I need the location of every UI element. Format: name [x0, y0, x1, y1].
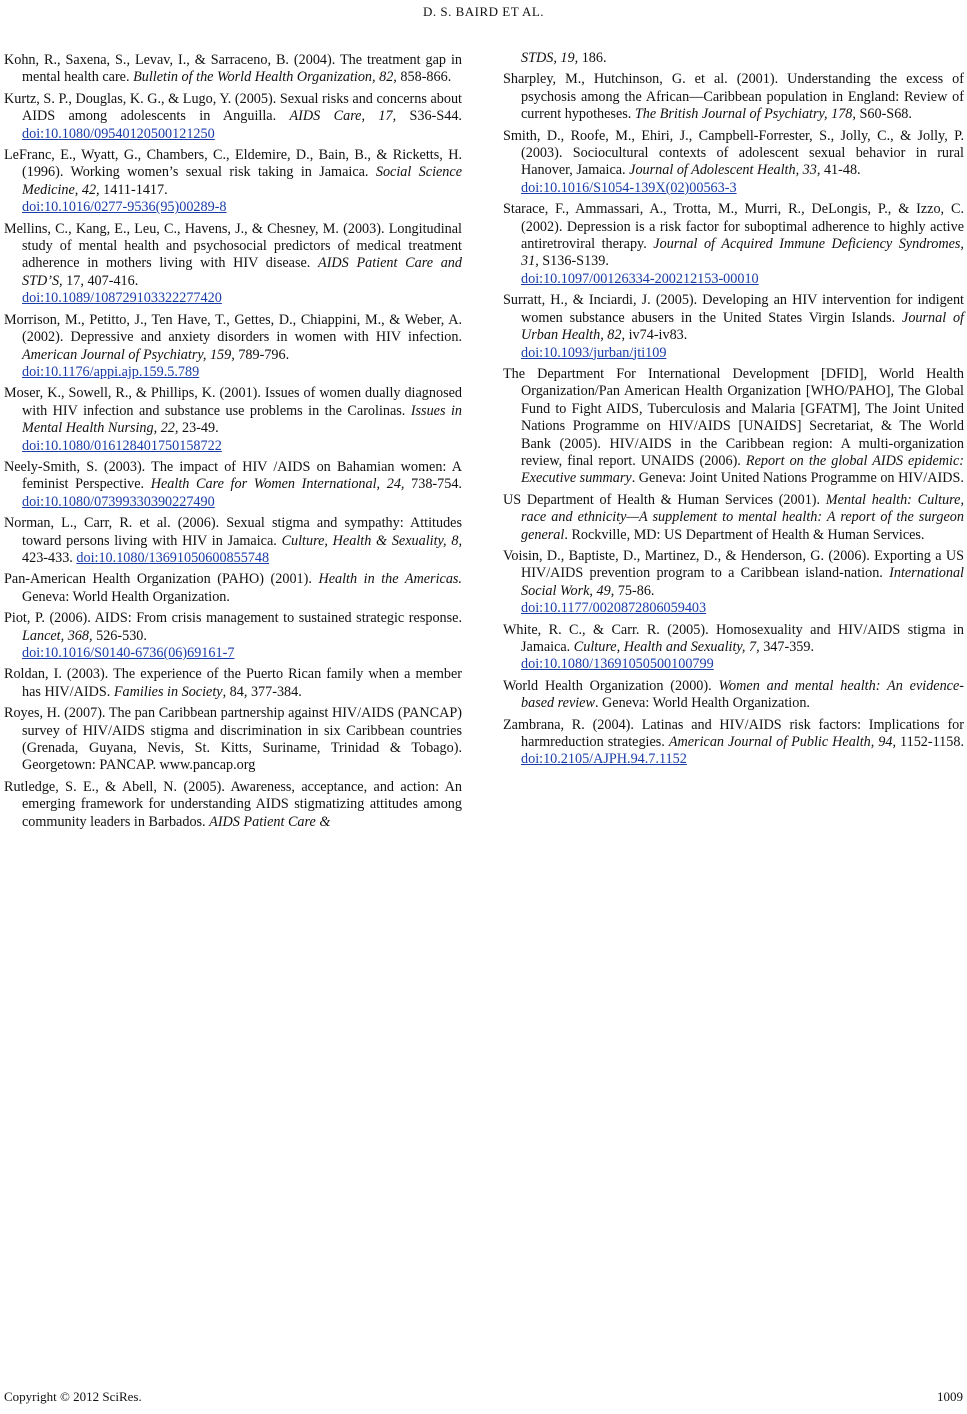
- doi-link[interactable]: doi:10.2105/AJPH.94.7.1152: [521, 751, 687, 768]
- reference-entry: [4, 705, 462, 775]
- reference-journal: AIDS Patient Care and STD’S,: [22, 255, 462, 289]
- reference-journal: International Social Work, 49,: [521, 565, 964, 599]
- reference-tail: S136-S139.: [538, 253, 609, 270]
- reference-tail: 789-796.: [234, 346, 290, 363]
- doi-link[interactable]: doi:10.1016/S1054-139X(02)00563-3: [521, 179, 737, 196]
- reference-journal: Issues in Mental Health Nursing, 22,: [22, 402, 462, 437]
- reference-entry: [503, 366, 964, 488]
- doi-link[interactable]: doi:10.1080/016128401750158722: [22, 437, 222, 454]
- reference-tail: S36-S44.: [396, 108, 462, 125]
- reference-entry: [503, 71, 964, 123]
- reference-text: US Department of Health & Human Services (2001).: [503, 491, 826, 508]
- reference-tail: 1152-1158.: [896, 734, 965, 751]
- reference-text: Smith, D., Roofe, M., Ehiri, J., Campbell-Forrester, S., Jolly, C., & Jolly, P. (2003). Sociocultural contexts of adolescent sexual behavior in rural Hanover, Jamaica.: [503, 127, 964, 179]
- reference-text: Mellins, C., Kang, E., Leu, C., Havens, J., & Chesney, M. (2003). Longitudinal study of mental health and psychosocial predictors of medical treatment adherence in mothers living with HIV disease.: [4, 220, 462, 272]
- reference-text: The Department For International Development [DFID], World Health Organization/Pan American Health Organization [WHO/PAHO], The Global Fund to Fight AIDS, Tuberculosis and Malaria [GFATM], The Joint United Nations Programme on HIV/AIDS [UNAIDS] Secretariat, & The World Bank (2005). HIV/AIDS in the Caribbean region: A multi-organization review, final report. UNAIDS (2006).: [503, 365, 964, 469]
- reference-journal: Social Science Medicine, 42,: [22, 164, 462, 198]
- reference-journal: Mental health: Culture, race and ethnicity—A supplement to mental health: A report of the surgeon general: [521, 491, 964, 543]
- reference-journal: Health in the Americas.: [318, 571, 462, 588]
- doi-link[interactable]: doi:10.1080/09540120500121250: [22, 125, 215, 142]
- reference-entry: [503, 292, 964, 362]
- reference-journal: Culture, Health & Sexuality, 8,: [281, 532, 462, 549]
- reference-tail: 1411-1417.: [99, 181, 168, 198]
- references-left-column: [4, 52, 462, 835]
- doi-link[interactable]: doi:10.1080/13691050500100799: [521, 656, 714, 673]
- reference-tail: 423-433.: [22, 549, 77, 566]
- reference-entry: [503, 622, 964, 674]
- reference-entry: [4, 385, 462, 455]
- page-number: 1009: [937, 1389, 963, 1404]
- reference-text: Voisin, D., Baptiste, D., Martinez, D., & Henderson, G. (2006). Exporting a US HIV/AIDS prevention program to a Caribbean island-nation.: [503, 547, 964, 582]
- reference-tail: 186.: [578, 50, 607, 66]
- reference-entry: [503, 717, 964, 769]
- reference-text: Norman, L., Carr, R. et al. (2006). Sexual stigma and sympathy: Attitudes toward persons living with HIV in Jamaica.: [4, 515, 462, 549]
- reference-entry: [4, 571, 462, 606]
- doi-link[interactable]: doi:10.1080/07399330390227490: [22, 493, 215, 510]
- reference-tail: 75-86.: [614, 582, 655, 599]
- reference-tail: 738-754.: [404, 476, 462, 493]
- reference-text: Royes, H. (2007). The pan Caribbean partnership against HIV/AIDS (PANCAP) survey of HIV/AIDS stigma and discrimination in six Caribbean countries (Grenada, Guyana, Nevis, St. Kitts, Suriname, Trinidad & Tobago). Georgetown: PANCAP. www.pancap.org: [4, 705, 462, 774]
- doi-link[interactable]: doi:10.1177/0020872806059403: [521, 600, 707, 617]
- reference-entry: [503, 128, 964, 198]
- reference-text: Piot, P. (2006). AIDS: From crisis management to sustained strategic response.: [4, 610, 462, 627]
- reference-tail: 347-359.: [759, 639, 815, 655]
- copyright-notice: Copyright © 2012 SciRes.: [4, 1389, 142, 1404]
- reference-tail: Geneva: World Health Organization.: [22, 588, 230, 605]
- reference-journal: Journal of Urban Health, 82,: [521, 309, 964, 344]
- reference-journal: Culture, Health and Sexuality, 7,: [573, 639, 760, 655]
- reference-journal: Report on the global AIDS epidemic: Executive summary: [521, 452, 964, 487]
- doi-link[interactable]: doi:10.1016/S0140-6736(06)69161-7: [22, 645, 235, 661]
- reference-text: Pan-American Health Organization (PAHO) (2001).: [4, 571, 319, 588]
- reference-text: White, R. C., & Carr. R. (2005). Homosexuality and HIV/AIDS stigma in Jamaica.: [503, 621, 964, 655]
- reference-journal: Bulletin of the World Health Organization, 82,: [133, 69, 397, 86]
- reference-text: Surratt, H., & Inciardi, J. (2005). Developing an HIV intervention for indigent women substance abusers in the United States Virgin Islands.: [503, 292, 964, 326]
- reference-journal: Journal of Acquired Immune Deficiency Syndromes, 31,: [521, 236, 964, 270]
- reference-text: Kohn, R., Saxena, S., Levav, I., & Sarraceno, B. (2004). The treatment gap in mental health care.: [4, 52, 462, 86]
- reference-entry: [4, 610, 462, 662]
- reference-entry: [503, 548, 964, 618]
- doi-link[interactable]: doi:10.1176/appi.ajp.159.5.789: [22, 363, 200, 380]
- reference-journal: Families in Society: [113, 683, 223, 700]
- reference-entry: [4, 312, 462, 382]
- references-right-column: [503, 50, 964, 773]
- reference-journal: Women and mental health: An evidence-based review: [521, 677, 965, 712]
- reference-journal: American Journal of Public Health, 94,: [668, 734, 897, 751]
- reference-text: Roldan, I. (2003). The experience of the Puerto Rican family when a member has HIV/AIDS.: [4, 666, 462, 700]
- reference-tail: iv74-iv83.: [625, 327, 688, 344]
- reference-journal: STDS, 19,: [521, 50, 579, 66]
- reference-text: World Health Organization (2000).: [503, 677, 719, 694]
- reference-journal: AIDS Patient Care &: [209, 813, 331, 830]
- reference-journal: AIDS Care, 17,: [289, 108, 397, 125]
- doi-link[interactable]: doi:10.1097/00126334-200212153-00010: [521, 270, 759, 287]
- reference-tail: 23-49.: [178, 420, 219, 437]
- reference-tail: . Geneva: World Health Organization.: [594, 695, 810, 712]
- reference-entry: [4, 779, 462, 831]
- reference-tail: . Geneva: Joint United Nations Programme on HIV/AIDS.: [631, 470, 964, 487]
- doi-link[interactable]: doi:10.1080/13691050600855748: [76, 549, 270, 566]
- reference-journal: Health Care for Women International, 24,: [150, 476, 405, 493]
- reference-text: Neely-Smith, S. (2003). The impact of HIV /AIDS on Bahamian women: A feminist Perspective.: [4, 458, 462, 493]
- running-head: D. S. BAIRD ET AL.: [422, 4, 545, 19]
- reference-text: Kurtz, S. P., Douglas, K. G., & Lugo, Y. (2005). Sexual risks and concerns about AIDS among adolescents in Anguilla.: [4, 90, 462, 125]
- reference-tail: . Rockville, MD: US Department of Health & Human Services.: [564, 526, 925, 543]
- reference-text: Zambrana, R. (2004). Latinas and HIV/AIDS risk factors: Implications for harmreduction strategies.: [503, 716, 964, 751]
- reference-tail: S60-S68.: [855, 106, 912, 123]
- doi-link[interactable]: doi:10.1093/jurban/jti109: [521, 344, 667, 361]
- reference-text: LeFranc, E., Wyatt, G., Chambers, C., Eldemire, D., Bain, B., & Ricketts, H. (1996). Working women’s sexual risk taking in Jamaica.: [4, 147, 462, 181]
- reference-entry: [4, 147, 462, 217]
- reference-journal: Journal of Adolescent Health, 33,: [629, 162, 821, 179]
- reference-text: Starace, F., Ammassari, A., Trotta, M., Murri, R., DeLongis, P., & Izzo, C. (2002). Depression is a risk factor for suboptimal adherence to highly active antiretroviral therapy.: [503, 201, 964, 253]
- reference-text: Moser, K., Sowell, R., & Phillips, K. (2001). Issues of women dually diagnosed with HIV infection and substance use problems in the Carolinas.: [4, 385, 462, 419]
- reference-journal: Lancet, 368,: [22, 627, 93, 644]
- reference-entry: [4, 221, 462, 308]
- reference-entry: [4, 459, 462, 511]
- reference-tail: 526-530.: [92, 627, 147, 644]
- reference-journal: The British Journal of Psychiatry, 178,: [634, 106, 856, 123]
- reference-entry: [4, 515, 462, 567]
- reference-tail: 858-866.: [396, 69, 452, 86]
- reference-entry: [503, 201, 964, 288]
- reference-text: Morrison, M., Petitto, J., Ten Have, T., Gettes, D., Chiappini, M., & Weber, A. (2002). Depressive and anxiety disorders in women with HIV infection.: [4, 311, 462, 346]
- reference-entry: [503, 50, 964, 67]
- doi-link[interactable]: doi:10.1016/0277-9536(95)00289-8: [22, 199, 227, 216]
- reference-text: Sharpley, M., Hutchinson, G. et al. (2001). Understanding the excess of psychosis among the African—Caribbean population in England: Review of current hypotheses.: [503, 71, 964, 123]
- reference-entry: [4, 666, 462, 701]
- reference-journal: American Journal of Psychiatry, 159,: [22, 346, 235, 363]
- reference-entry: [503, 678, 964, 713]
- doi-link[interactable]: doi:10.1089/108729103322277420: [22, 290, 222, 307]
- reference-text: Rutledge, S. E., & Abell, N. (2005). Awareness, acceptance, and action: An emerging framework for understanding AIDS stigmatizing attitudes among community leaders in Barbados.: [4, 778, 462, 830]
- reference-entry: [503, 492, 964, 544]
- reference-entry: [4, 91, 462, 143]
- reference-tail: 41-48.: [820, 162, 861, 179]
- reference-entry: [4, 52, 462, 87]
- reference-tail: 17, 407-416.: [62, 272, 139, 289]
- reference-tail: , 84, 377-384.: [222, 683, 302, 700]
